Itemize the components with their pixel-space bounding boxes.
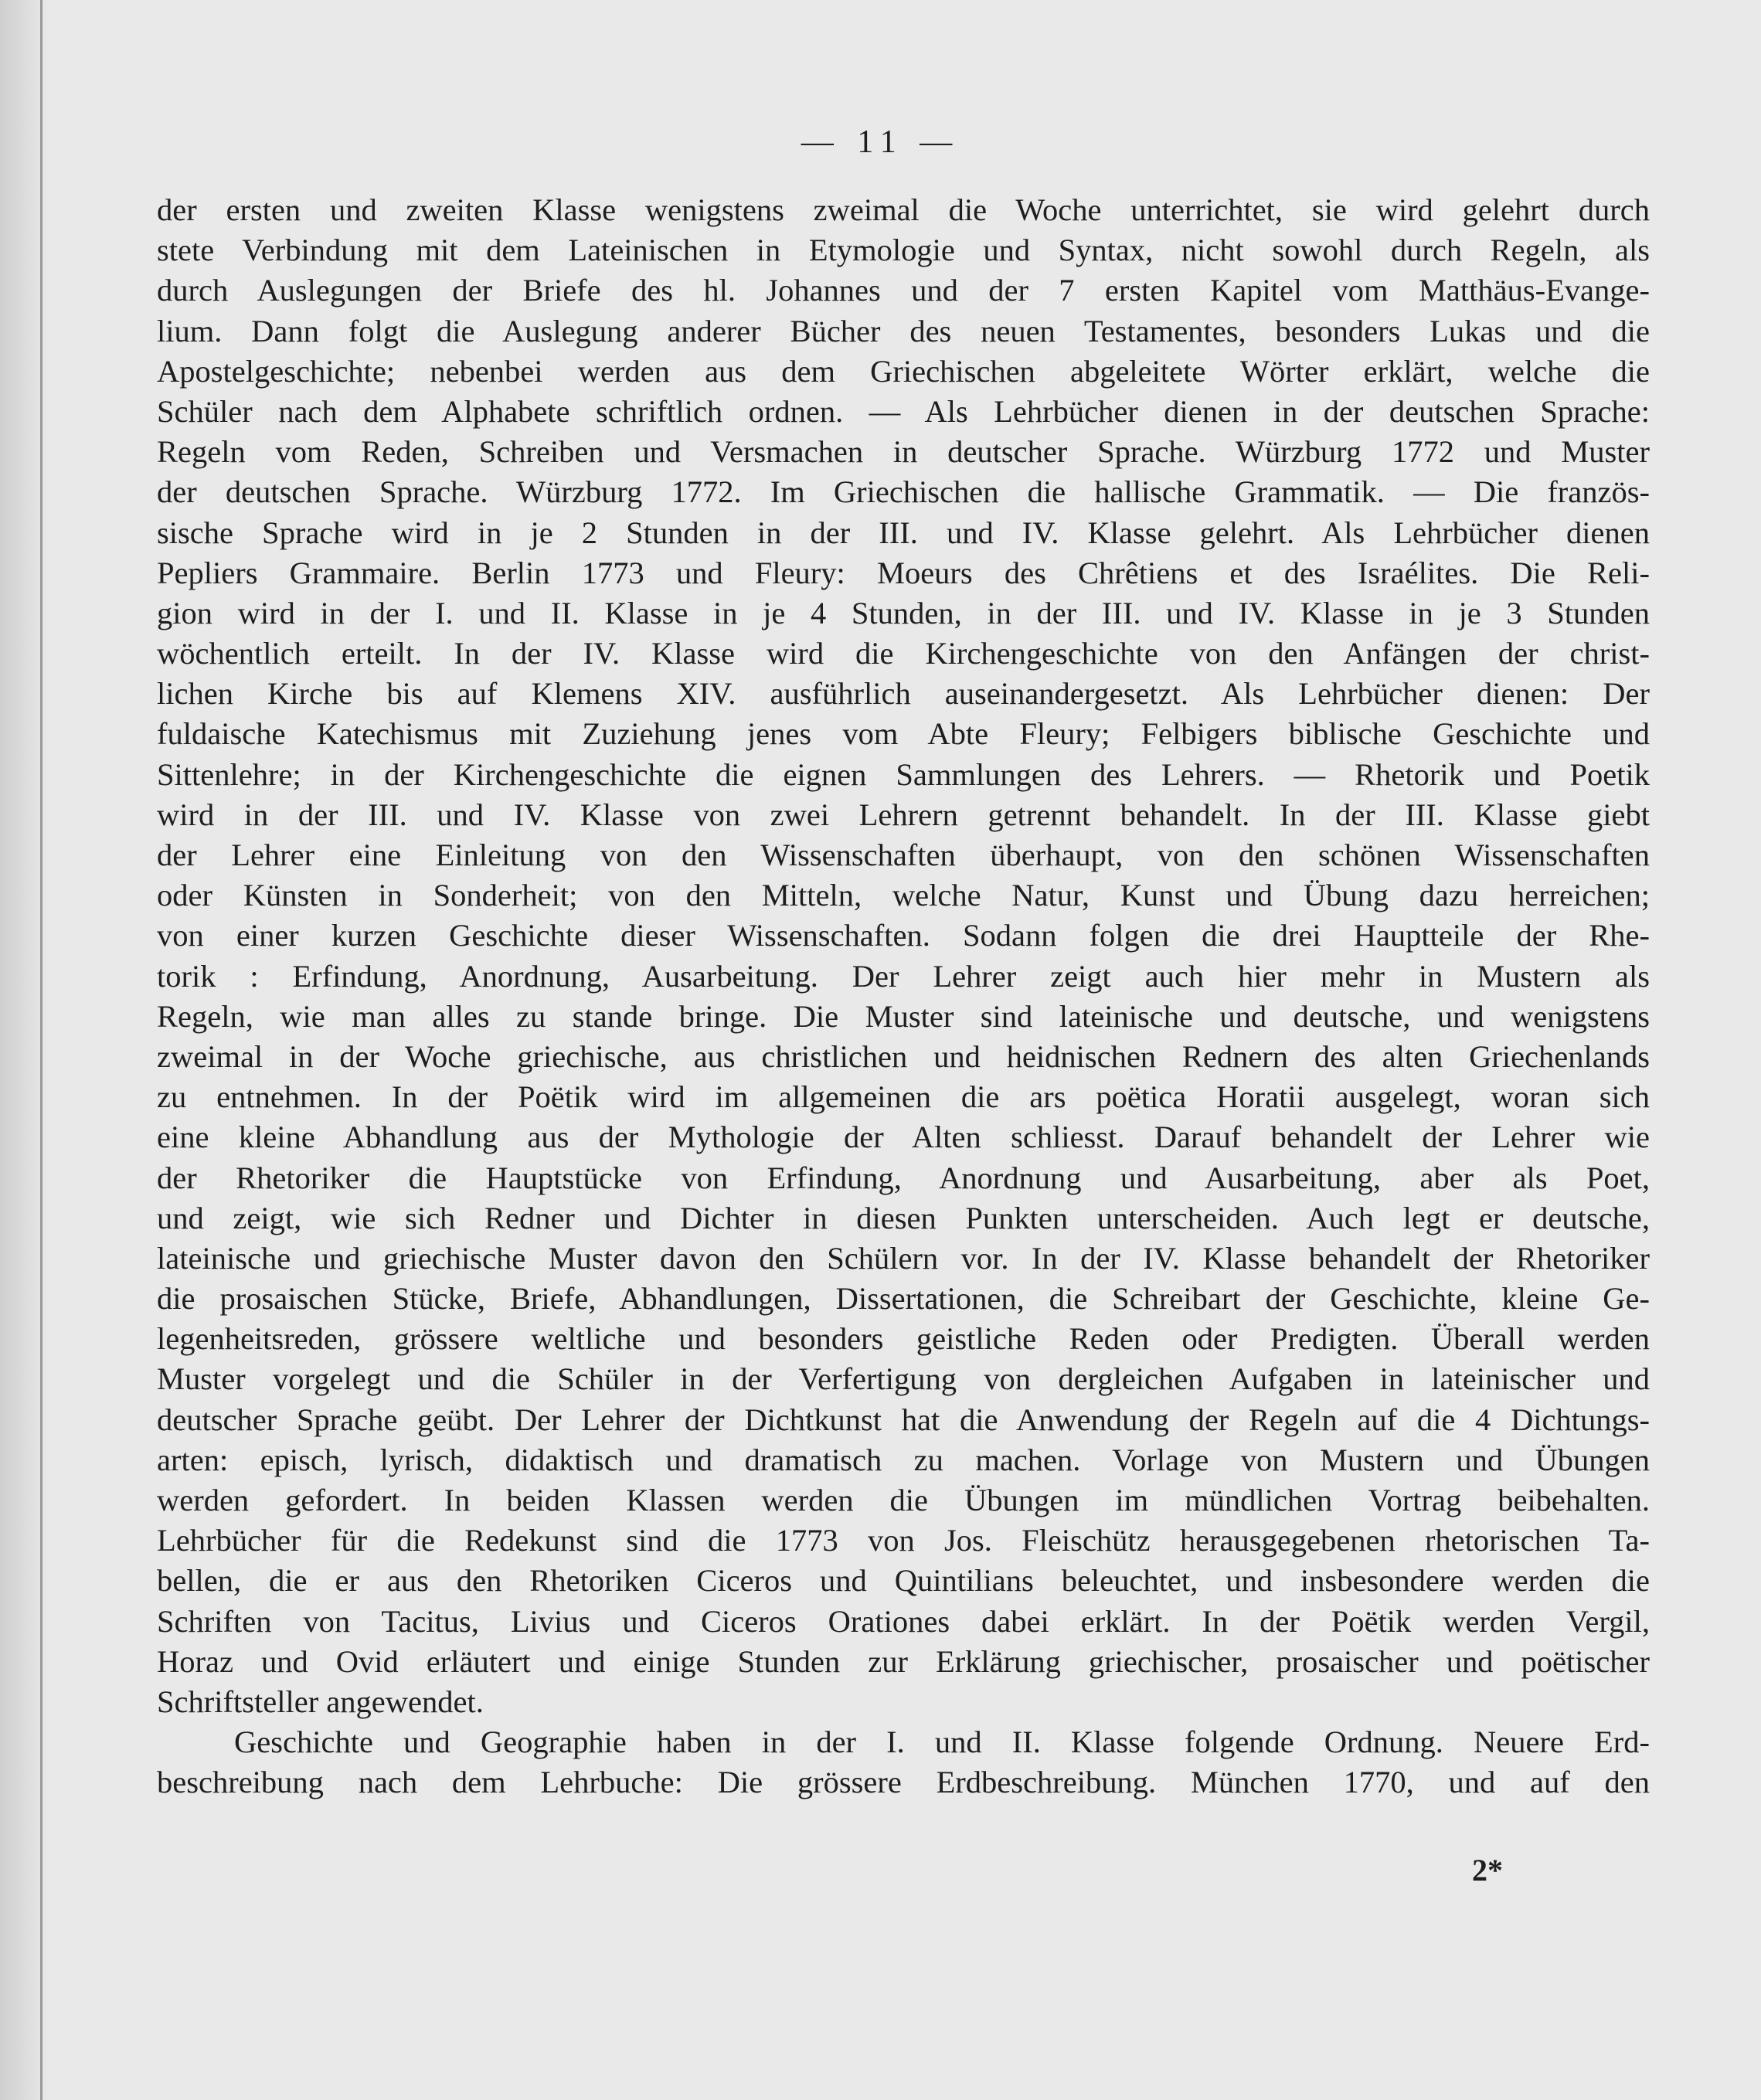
text-line: durch Auslegungen der Briefe des hl. Johannes und der 7 ersten Kapitel vom Matthäus-Evange- (157, 273, 1650, 308)
text-line: zu entnehmen. In der Poëtik wird im allgemeinen die ars poëtica Horatii ausgelegt, woran sich (157, 1079, 1650, 1115)
text-line: Horaz und Ovid erläutert und einige Stunden zur Erklärung griechischer, prosaischer und poëtischer (157, 1643, 1650, 1679)
page-number: — 11 — (801, 124, 960, 160)
text-line: Regeln, wie man alles zu stande bringe. Die Muster sind lateinische und deutsche, und wenigstens (157, 998, 1650, 1034)
text-line: wird in der III. und IV. Klasse von zwei Lehrern getrennt behandelt. In der III. Klasse giebt (157, 797, 1650, 832)
text-line: Schüler nach dem Alphabete schriftlich ordnen. — Als Lehrbücher dienen in der deutschen Sprache: (157, 393, 1650, 429)
signature-mark: 2* (1472, 1853, 1503, 1888)
text-line: der ersten und zweiten Klasse wenigstens zweimal die Woche unterrichtet, sie wird gelehrt durch (157, 192, 1650, 227)
text-line: eine kleine Abhandlung aus der Mythologie der Alten schliesst. Darauf behandelt der Lehrer wie (157, 1120, 1650, 1155)
text-line: fuldaische Katechismus mit Zuziehung jenes vom Abte Fleury; Felbigers biblische Geschichte und (157, 716, 1650, 752)
text-line: Lehrbücher für die Redekunst sind die 1773 von Jos. Fleischütz herausgegebenen rhetorischen Ta- (157, 1523, 1650, 1558)
text-line: bellen, die er aus den Rhetoriken Ciceros und Quintilians beleuchtet, und insbesondere werden die (157, 1563, 1650, 1599)
text-line: die prosaischen Stücke, Briefe, Abhandlungen, Dissertationen, die Schreibart der Geschichte, kleine Ge- (157, 1281, 1650, 1317)
text-line: lateinische und griechische Muster davon den Schülern vor. In der IV. Klasse behandelt der Rhetoriker (157, 1240, 1650, 1276)
text-line: der deutschen Sprache. Würzburg 1772. Im Griechischen die hallische Grammatik. — Die französ- (157, 474, 1650, 510)
text-line: von einer kurzen Geschichte dieser Wissenschaften. Sodann folgen die drei Hauptteile der Rhe- (157, 918, 1650, 953)
text-line: Schriftsteller angewendet. (157, 1684, 484, 1719)
body-text (157, 190, 1650, 1803)
paragraph-2 (157, 1722, 1650, 1803)
text-line: lichen Kirche bis auf Klemens XIV. ausführlich auseinandergesetzt. Als Lehrbücher dienen: Der (157, 676, 1650, 712)
text-line: arten: episch, lyrisch, didaktisch und dramatisch zu machen. Vorlage von Mustern und Übungen (157, 1442, 1650, 1477)
text-line: Apostelgeschichte; nebenbei werden aus dem Griechischen abgeleitete Wörter erklärt, welche die (157, 353, 1650, 389)
text-line: Pepliers Grammaire. Berlin 1773 und Fleury: Moeurs des Chrêtiens et des Israélites. Die Reli- (157, 555, 1650, 590)
text-line: Geschichte und Geographie haben in der I. und II. Klasse folgende Ordnung. Neuere Erd- (234, 1725, 1650, 1760)
binding-edge-line (40, 0, 42, 2100)
text-line: legenheitsreden, grössere weltliche und besonders geistliche Reden oder Predigten. Überall werden (157, 1321, 1650, 1357)
text-line: Muster vorgelegt und die Schüler in der Verfertigung von dergleichen Aufgaben in lateinischer und (157, 1361, 1650, 1397)
text-line: zweimal in der Woche griechische, aus christlichen und heidnischen Rednern des alten Griechenlands (157, 1038, 1650, 1074)
text-line: wöchentlich erteilt. In der IV. Klasse wird die Kirchengeschichte von den Anfängen der christ- (157, 636, 1650, 671)
text-line: stete Verbindung mit dem Lateinischen in Etymologie und Syntax, nicht sowohl durch Regeln, als (157, 233, 1650, 268)
text-line: Schriften von Tacitus, Livius und Ciceros Orationes dabei erklärt. In der Poëtik werden Vergil, (157, 1603, 1650, 1639)
text-line: deutscher Sprache geübt. Der Lehrer der Dichtkunst hat die Anwendung der Regeln auf die 4 Dichtungs- (157, 1402, 1650, 1437)
text-line: sische Sprache wird in je 2 Stunden in der III. und IV. Klasse gelehrt. Als Lehrbücher dienen (157, 515, 1650, 550)
text-line: lium. Dann folgt die Auslegung anderer Bücher des neuen Testamentes, besonders Lukas und die (157, 313, 1650, 348)
text-line: werden gefordert. In beiden Klassen werden die Übungen im mündlichen Vortrag beibehalten. (157, 1483, 1650, 1517)
text-line: der Rhetoriker die Hauptstücke von Erfindung, Anordnung und Ausarbeitung, aber als Poet, (157, 1160, 1650, 1195)
text-line: Sittenlehre; in der Kirchengeschichte die eignen Sammlungen des Lehrers. — Rhetorik und Poetik (157, 756, 1650, 792)
text-line: und zeigt, wie sich Redner und Dichter in diesen Punkten unterscheiden. Auch legt er deutsche, (157, 1200, 1650, 1235)
text-line: beschreibung nach dem Lehrbuche: Die grössere Erdbeschreibung. München 1770, und auf den (157, 1765, 1650, 1800)
text-line: oder Künsten in Sonderheit; von den Mitteln, welche Natur, Kunst und Übung dazu herreichen; (157, 878, 1650, 913)
text-line: der Lehrer eine Einleitung von den Wissenschaften überhaupt, von den schönen Wissenschaften (157, 838, 1650, 872)
text-line: gion wird in der I. und II. Klasse in je 4 Stunden, in der III. und IV. Klasse in je 3 Stunden (157, 595, 1650, 630)
text-line: torik : Erfindung, Anordnung, Ausarbeitung. Der Lehrer zeigt auch hier mehr in Mustern als (157, 958, 1650, 994)
text-line: Regeln vom Reden, Schreiben und Versmachen in deutscher Sprache. Würzburg 1772 und Muster (157, 434, 1650, 470)
paragraph-1 (157, 190, 1650, 1722)
